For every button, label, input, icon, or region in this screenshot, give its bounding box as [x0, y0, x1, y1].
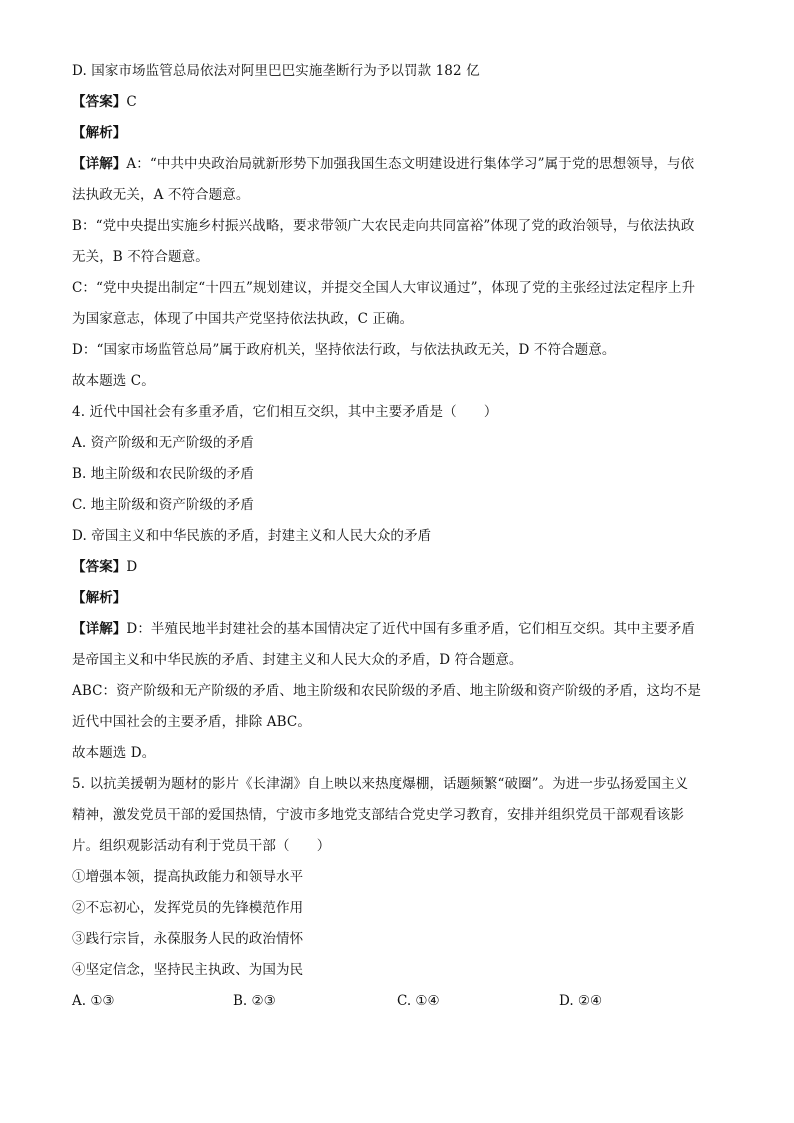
q4-answer-line — [72, 558, 137, 576]
q3-detail-tag: 【详解】 — [72, 156, 127, 172]
q3-analysis-tag: 【解析】 — [72, 125, 127, 141]
q3-detail-b-line1: B：“党中央提出实施乡村振兴战略，要求带领广大农民走向共同富裕”体现了党的政治领导，与依法执政 — [72, 218, 695, 234]
q5-stem-line1: 5. 以抗美援朝为题材的影片《长津湖》自上映以来热度爆棚，话题频繁“破圈”。为进一步弘扬爱国主义 — [72, 776, 689, 792]
q3-answer-value: C — [126, 94, 137, 110]
q5-option-c: C. ①④ — [397, 993, 440, 1009]
q4-stem: 4. 近代中国社会有多重矛盾，它们相互交织，其中主要矛盾是（ ） — [72, 404, 498, 420]
prev-question-option-d: D. 国家市场监管总局依法对阿里巴巴实施垄断行为予以罚款 182 亿 — [72, 63, 480, 79]
q4-detail-text: D：半殖民地半封建社会的基本国情决定了近代中国有多重矛盾，它们相互交织。其中主要矛盾 — [126, 621, 695, 637]
q4-detail-line1 — [72, 620, 695, 638]
q5-item-3: ③践行宗旨，永葆服务人民的政治情怀 — [72, 931, 304, 947]
q4-conclusion: 故本题选 D。 — [72, 745, 156, 761]
q5-option-a: A. ①③ — [72, 993, 115, 1009]
q4-detail-line3: ABC：资产阶级和无产阶级的矛盾、地主阶级和农民阶级的矛盾、地主阶级和资产阶级的矛盾，这均不是 — [72, 683, 701, 699]
q4-option-b: B. 地主阶级和农民阶级的矛盾 — [72, 466, 255, 482]
q4-answer-tag: 【答案】 — [72, 559, 127, 575]
q5-stem-line3: 片。组织观影活动有利于党员干部（ ） — [72, 838, 331, 854]
q5-item-2: ②不忘初心，发挥党员的先锋模范作用 — [72, 900, 304, 916]
q3-detail-c-line1: C：“党中央提出制定“十四五”规划建议，并提交全国人大审议通过”，体现了党的主张经过法定程序上升 — [72, 280, 696, 296]
q3-detail-a-line2: 法执政无关，A 不符合题意。 — [72, 187, 250, 203]
q3-answer-tag: 【答案】 — [72, 94, 127, 110]
q3-conclusion: 故本题选 C。 — [72, 373, 155, 389]
q4-detail-line4: 近代中国社会的主要矛盾，排除 ABC。 — [72, 714, 311, 730]
q3-detail-c-line2: 为国家意志，体现了中国共产党坚持依法执政，C 正确。 — [72, 311, 414, 327]
q5-item-1: ①增强本领，提高执政能力和领导水平 — [72, 869, 304, 885]
q3-detail-a-text: A：“中共中央政治局就新形势下加强我国生态文明建设进行集体学习”属于党的思想领导，与依 — [126, 156, 695, 172]
q5-stem-line2: 精神，激发党员干部的爱国热情，宁波市多地党支部结合党史学习教育，安排并组织党员干部观看该影 — [72, 807, 684, 823]
q5-item-4: ④坚定信念，坚持民主执政、为国为民 — [72, 962, 304, 978]
q3-detail-d-line: D：“国家市场监管总局”属于政府机关，坚持依法行政，与依法执政无关，D 不符合题意。 — [72, 342, 616, 358]
q3-detail-b-line2: 无关，B 不符合题意。 — [72, 249, 209, 265]
q4-detail-line2: 是帝国主义和中华民族的矛盾、封建主义和人民大众的矛盾，D 符合题意。 — [72, 652, 523, 668]
q5-option-b: B. ②③ — [233, 993, 276, 1009]
q4-option-c: C. 地主阶级和资产阶级的矛盾 — [72, 497, 254, 513]
q4-option-a: A. 资产阶级和无产阶级的矛盾 — [72, 435, 254, 451]
q4-answer-value: D — [126, 559, 138, 575]
q4-option-d: D. 帝国主义和中华民族的矛盾，封建主义和人民大众的矛盾 — [72, 528, 432, 544]
q3-answer-line — [72, 93, 137, 111]
q4-detail-tag: 【详解】 — [72, 621, 127, 637]
q3-detail-a-line1 — [72, 155, 694, 173]
q5-option-d: D. ②④ — [559, 993, 603, 1009]
q4-analysis-tag: 【解析】 — [72, 590, 127, 606]
